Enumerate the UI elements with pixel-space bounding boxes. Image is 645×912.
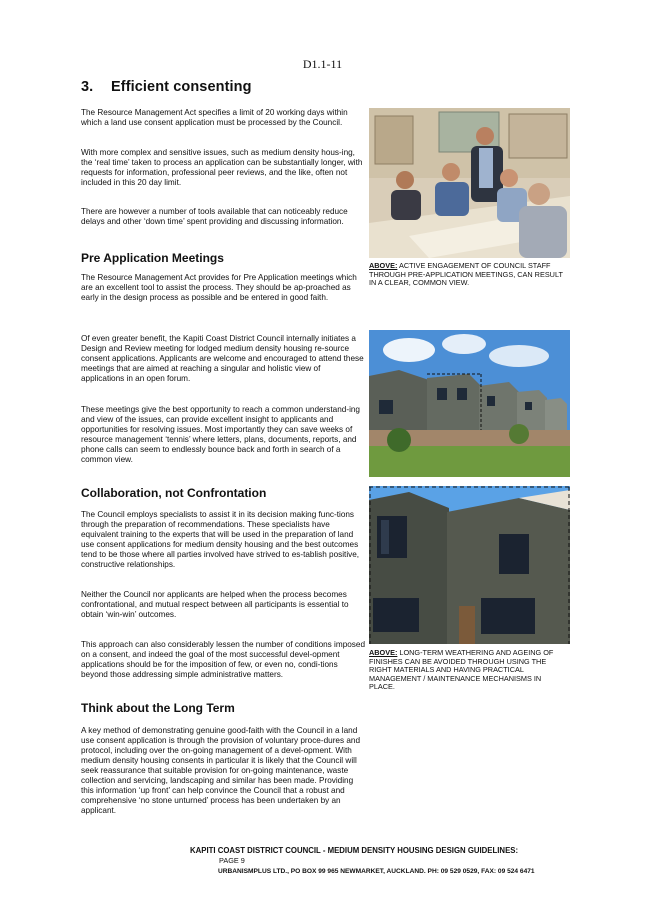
meeting-caption-text: ACTIVE ENGAGEMENT OF COUNCIL STAFF THROUGH PRE-APPLICATION MEETINGS, CAN RESULT IN A CLEAR, COMMON VIEW. <box>369 261 563 288</box>
intro-paragraph-2: With more complex and sensitive issues, such as medium density hous-ing, the ‘real time’ taken to process an application can be substantially longer, with requests for information, professional peer reviews, and the like, often not included in this 20 day limit. <box>81 148 363 187</box>
terrace-housing-photo <box>369 330 570 477</box>
collaboration-paragraph-1: The Council employs specialists to assist it in its decision making func-tions through the preparation of recommendations. These specialists have equivalent training to the experts that will be used in the preparation of land use consent applications for medium density housing and the best outcomes tend to be those where all parties involved have strived to es-tablish positive, constructive relationships. <box>81 510 360 569</box>
collaboration-paragraph-2: Neither the Council nor applicants are helped when the process becomes confrontational, and mutual respect between all participants is essential to obtain ‘win-win’ outcomes. <box>81 590 349 619</box>
buildings-caption-text: LONG-TERM WEATHERING AND AGEING OF FINISHES CAN BE AVOIDED THROUGH USING THE RIGHT MATERIALS AND HAVING PRACTICAL MANAGEMENT / MAINTENANCE MECHANISMS IN PLACE. <box>369 648 554 692</box>
meeting-caption-label: ABOVE: <box>369 261 398 270</box>
footer-contact: URBANISMPLUS LTD., PO BOX 99 965 NEWMARKET, AUCKLAND. PH: 09 529 0529, FAX: 09 524 6471 <box>218 868 535 875</box>
long-term-paragraph-1: A key method of demonstrating genuine good-faith with the Council in a land use consent application is through the provision of voluntary proce-dures and protocol, including over the on-going management of a devel-opment. With medium density housing consents in particular it is likely that the Council will seek reassurance that suitable provision for on-going maintenance, waste collection and servicing, landscaping and similar has been made. Providing this information ‘up front’ can help convince the Council that a robust and comprehensive ‘no stone unturned’ process has been undertaken by an applicant. <box>81 726 360 815</box>
section-heading <box>81 79 252 95</box>
long-term-heading: Think about the Long Term <box>81 701 235 715</box>
collaboration-paragraph-3: This approach can also considerably lessen the number of conditions imposed on a consent, and indeed the goal of the most successful devel-opment applications should be for the imposition of few, or even no, condi-tions beyond those addressing simple administrative matters. <box>81 640 365 679</box>
page-reference: D1.1-11 <box>302 57 343 71</box>
buildings-caption-label: ABOVE: <box>369 648 398 657</box>
meeting-caption <box>369 262 565 288</box>
pre-application-paragraph-2: Of even greater benefit, the Kapiti Coast District Council internally initiates a Design and Review meeting for lodged medium density housing re-source consent applications. Applicants are welcome and encouraged to attend these meetings that are aimed at reaching a singular and holistic view of applications in an open forum. <box>81 334 364 383</box>
pre-application-heading: Pre Application Meetings <box>81 251 224 265</box>
meeting-photo <box>369 108 570 258</box>
footer-title: KAPITI COAST DISTRICT COUNCIL - MEDIUM DENSITY HOUSING DESIGN GUIDELINES: <box>190 846 519 855</box>
buildings-caption <box>369 649 565 692</box>
building-facade-photo <box>369 486 570 644</box>
section-title: Efficient consenting <box>111 79 252 95</box>
collaboration-heading: Collaboration, not Confrontation <box>81 486 267 500</box>
intro-paragraph-1: The Resource Management Act specifies a limit of 20 working days within which a land use consent application must be processed by the Council. <box>81 108 348 127</box>
intro-paragraph-3: There are however a number of tools available that can noticeably reduce delays and other ‘down time’ spent providing and discussing information. <box>81 207 348 226</box>
footer-page-number: PAGE 9 <box>219 856 245 865</box>
pre-application-paragraph-3: These meetings give the best opportunity to reach a common understand-ing and view of the issues, can provide excellent insight to applicants and opportunities for resolving issues. Most importantly they can save weeks of resource management ‘tennis’ where letters, plans, documents, reports, and phone calls can seem to endlessly bounce back and forth in search of a common view. <box>81 405 360 464</box>
pre-application-paragraph-1: The Resource Management Act provides for Pre Application meetings which are an excellent tool to assist the process. They should be ap-proached as early in the design process as possible and be entered in good faith. <box>81 273 357 302</box>
section-number: 3. <box>81 79 94 95</box>
